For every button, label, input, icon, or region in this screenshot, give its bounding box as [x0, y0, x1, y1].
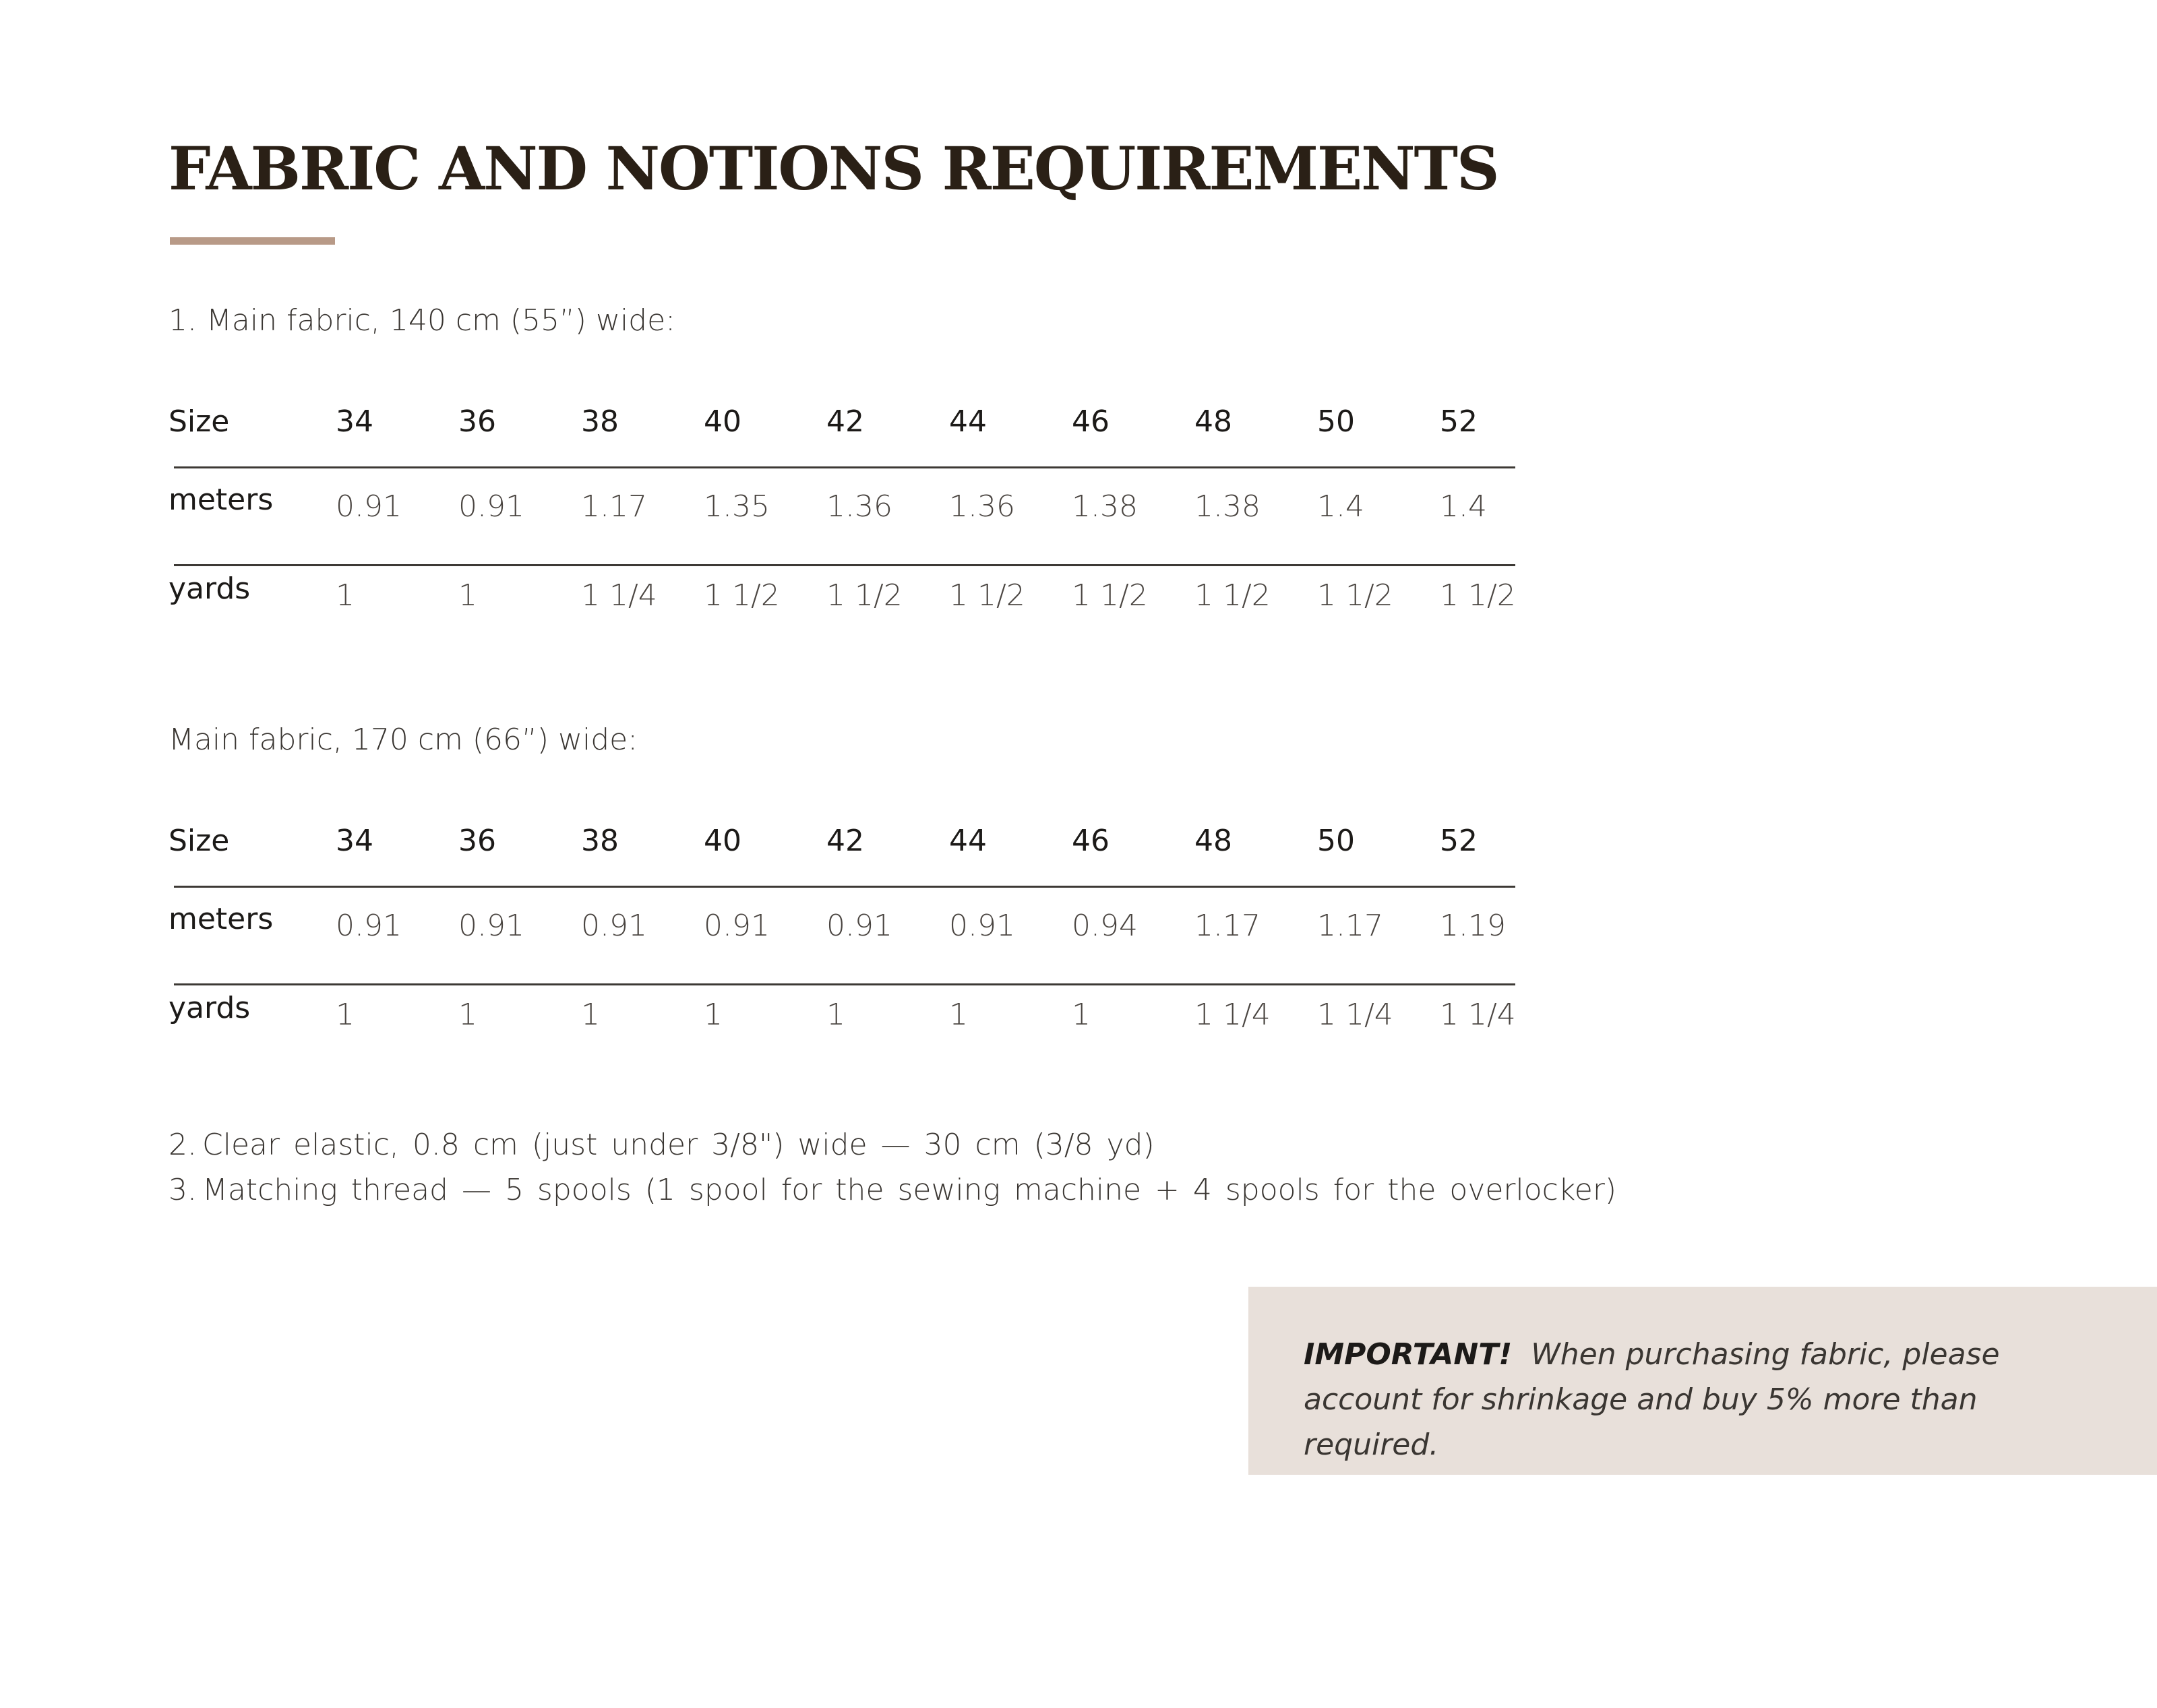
- table-cell: 1.36: [949, 489, 1015, 524]
- size-column-header: 34: [336, 824, 373, 858]
- size-header-label: Size: [169, 404, 230, 439]
- table-cell: 1: [458, 998, 477, 1032]
- table-cell: 1: [704, 998, 723, 1032]
- size-column-header: 48: [1194, 404, 1232, 439]
- table-cell: 1 1/2: [949, 578, 1025, 613]
- table-cell: 1.19: [1440, 909, 1506, 943]
- section-label-140cm: 1. Main fabric, 140 cm (55”) wide:: [169, 303, 675, 338]
- table-cell: 0.91: [704, 909, 770, 943]
- table-cell: 1 1/4: [1317, 998, 1393, 1032]
- size-column-header: 44: [949, 404, 987, 439]
- table-cell: 1.17: [581, 489, 647, 524]
- row-label-yards: yards: [169, 572, 251, 606]
- table-cell: 1.17: [1317, 909, 1383, 943]
- size-header-label: Size: [169, 824, 230, 858]
- table-cell: 0.91: [949, 909, 1015, 943]
- callout-body: When purchasing fabric, please account for shrinkage and buy 5% more than required.: [1304, 1337, 2000, 1462]
- table-cell: 1 1/4: [1440, 998, 1516, 1032]
- size-column-header: 50: [1317, 824, 1355, 858]
- note-text: Clear elastic, 0.8 cm (just under 3/8") wide — 30 cm (3/8 yd): [202, 1128, 1155, 1162]
- note-item-elastic: [169, 1122, 1616, 1167]
- size-column-header: 50: [1317, 404, 1355, 439]
- note-number: 3.: [169, 1173, 197, 1207]
- size-column-header: 38: [581, 404, 619, 439]
- callout-text-block: [1304, 1332, 2099, 1467]
- table-cell: 1: [336, 998, 355, 1032]
- note-text: Matching thread — 5 spools (1 spool for the sewing machine + 4 spools for the overlocker): [202, 1173, 1617, 1207]
- size-column-header: 52: [1440, 824, 1478, 858]
- table-cell: 0.91: [336, 909, 402, 943]
- notions-list: [169, 1122, 1616, 1213]
- note-item-thread: [169, 1167, 1616, 1213]
- table-cell: 0.91: [336, 489, 402, 524]
- size-column-header: 40: [704, 824, 741, 858]
- table-cell: 1.38: [1194, 489, 1260, 524]
- size-column-header: 38: [581, 824, 619, 858]
- size-column-header: 42: [826, 404, 864, 439]
- table-cell: 1: [581, 998, 600, 1032]
- fabric-table-170cm: [169, 824, 1517, 1080]
- table-cell: 1 1/2: [704, 578, 780, 613]
- table-cell: 1: [1072, 998, 1091, 1032]
- table-cell: 1 1/2: [1317, 578, 1393, 613]
- table-cell: 1 1/2: [1440, 578, 1516, 613]
- table-cell: 1.36: [826, 489, 892, 524]
- size-column-header: 34: [336, 404, 373, 439]
- table-cell: 0.91: [826, 909, 892, 943]
- table-cell: 1.35: [704, 489, 770, 524]
- table-cell: 1 1/2: [1072, 578, 1148, 613]
- table-cell: 0.91: [581, 909, 647, 943]
- table-cell: 1 1/4: [581, 578, 657, 613]
- row-label-yards: yards: [169, 991, 251, 1025]
- table-divider: [174, 564, 1515, 566]
- size-column-header: 48: [1194, 824, 1232, 858]
- size-column-header: 44: [949, 824, 987, 858]
- important-callout: [1248, 1287, 2157, 1475]
- size-column-header: 40: [704, 404, 741, 439]
- table-divider: [174, 983, 1515, 985]
- table-cell: 1.17: [1194, 909, 1260, 943]
- table-divider: [174, 886, 1515, 888]
- table-cell: 0.91: [458, 489, 524, 524]
- row-label-meters: meters: [169, 483, 274, 517]
- section-label-170cm: Main fabric, 170 cm (66”) wide:: [169, 723, 638, 757]
- table-cell: 1.38: [1072, 489, 1138, 524]
- table-cell: 0.91: [458, 909, 524, 943]
- title-underline: [170, 237, 335, 245]
- table-cell: 1 1/2: [1194, 578, 1271, 613]
- fabric-table-140cm: [169, 404, 1517, 661]
- size-column-header: 46: [1072, 404, 1110, 439]
- size-column-header: 52: [1440, 404, 1478, 439]
- table-cell: 1: [458, 578, 477, 613]
- note-number: 2.: [169, 1128, 197, 1162]
- size-column-header: 36: [458, 404, 496, 439]
- table-cell: 1: [826, 998, 845, 1032]
- table-cell: 1: [336, 578, 355, 613]
- table-cell: 1: [949, 998, 968, 1032]
- table-cell: 1.4: [1317, 489, 1364, 524]
- row-label-meters: meters: [169, 902, 274, 936]
- table-cell: 1 1/4: [1194, 998, 1271, 1032]
- table-divider: [174, 466, 1515, 468]
- table-cell: 1 1/2: [826, 578, 903, 613]
- page-title: FABRIC AND NOTIONS REQUIREMENTS: [169, 133, 1498, 204]
- size-column-header: 46: [1072, 824, 1110, 858]
- size-column-header: 42: [826, 824, 864, 858]
- callout-heading: IMPORTANT!: [1304, 1337, 1513, 1372]
- table-cell: 1.4: [1440, 489, 1487, 524]
- table-cell: 0.94: [1072, 909, 1138, 943]
- size-column-header: 36: [458, 824, 496, 858]
